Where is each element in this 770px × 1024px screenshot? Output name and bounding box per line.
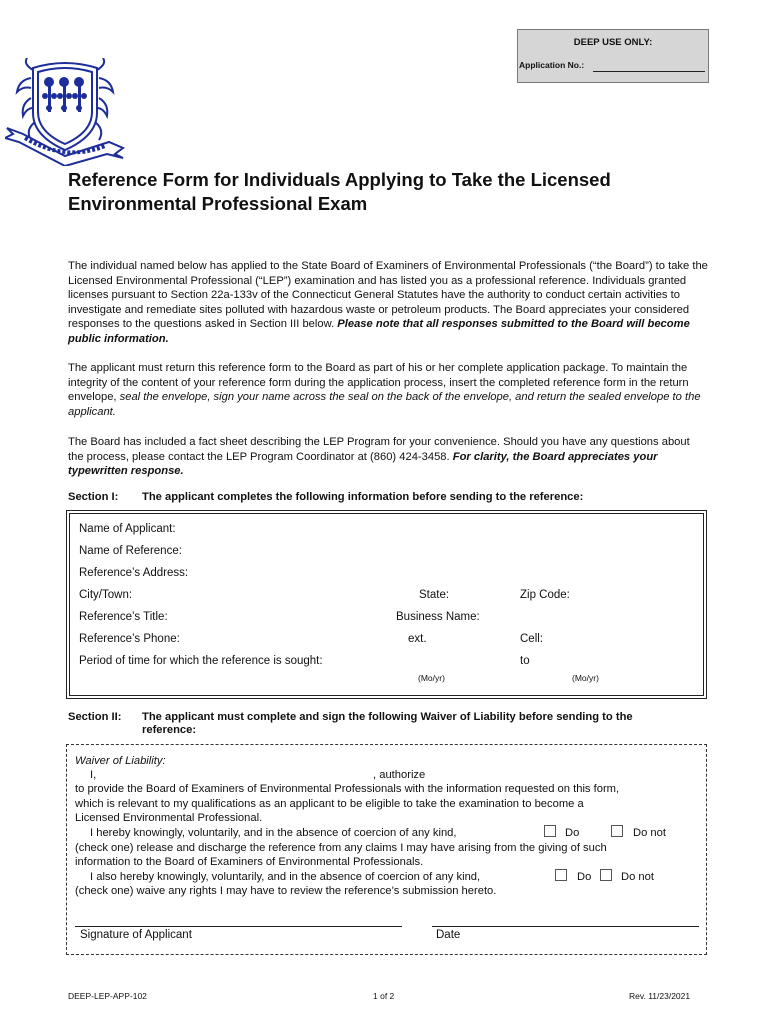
intro-paragraph-2-text: The applicant must return this reference form to the Board as part of his or her complete application package. To maintain the integrity of the content of your reference form during the application process, insert the completed reference form in the return envelope, (68, 362, 689, 404)
name-of-reference-field[interactable]: Name of Reference: (79, 545, 182, 557)
section-1-box (66, 510, 707, 699)
mo-yr-hint-start: (Mo/yr) (418, 673, 445, 683)
waiver-authorize-label: , authorize (373, 769, 426, 781)
waive-do-label: Do (577, 871, 592, 883)
section-1-heading (68, 490, 708, 505)
section-1-title: The applicant completes the following information before sending to the reference: (142, 491, 584, 503)
section-2-heading (68, 710, 708, 725)
release-do-label: Do (565, 827, 580, 839)
section-2-number: Section II: (68, 711, 122, 723)
release-do-not-label: Do not (633, 827, 666, 839)
reference-title-field[interactable]: Reference’s Title: (79, 611, 168, 623)
connecticut-seal-logo (5, 58, 125, 166)
waive-do-checkbox[interactable] (555, 869, 567, 881)
waive-line2: (check one) waive any rights I may have to review the reference’s submission hereto. (75, 885, 497, 897)
release-line1: I hereby knowingly, voluntarily, and in the absence of coercion of any kind, (90, 827, 457, 839)
form-title-line1: Reference Form for Individuals Applying to Take the Licensed (68, 169, 611, 190)
section-2-title-line2: reference: (142, 724, 197, 736)
typewritten-notice: For clarity, the Board appreciates your typewritten response. (68, 450, 658, 478)
city-town-field[interactable]: City/Town: (79, 589, 133, 601)
public-info-notice: Please note that all responses submitted to the Board will become public information. (68, 318, 690, 345)
application-number-field[interactable] (593, 71, 705, 72)
zip-code-field[interactable]: Zip Code: (520, 589, 570, 601)
mo-yr-hint-end: (Mo/yr) (572, 673, 599, 683)
release-do-not-checkbox[interactable] (611, 825, 623, 837)
release-do-checkbox[interactable] (544, 825, 556, 837)
period-end-field[interactable]: to (520, 655, 530, 667)
deep-use-only-box (517, 29, 709, 83)
reference-phone-field[interactable]: Reference’s Phone: (79, 633, 180, 645)
seal-envelope-instruction: seal the envelope, sign your name across the seal on the back of the envelope, and return the sealed envelope to the applicant. (68, 391, 701, 418)
section-1-inner-border (69, 513, 704, 696)
waiver-line4: Licensed Environmental Professional. (75, 812, 263, 824)
waiver-title: Waiver of Liability: (75, 755, 166, 767)
application-number-label: Application No.: (519, 60, 585, 70)
waive-do-not-checkbox[interactable] (600, 869, 612, 881)
release-line3: information to the Board of Examiners of Environmental Professionals. (75, 856, 424, 868)
waiver-line3: which is relevant to my qualifications as an applicant to be eligible to take the examination to become a (75, 798, 584, 810)
business-name-field[interactable]: Business Name: (396, 611, 480, 623)
reference-address-field[interactable]: Reference’s Address: (79, 567, 189, 579)
waive-do-not-label: Do not (621, 871, 654, 883)
intro-paragraph-3-text: The Board has included a fact sheet describing the LEP Program for your convenience. Should you have any questions about the process, please contact the LEP Program Coordinator at (860) 424-3458. (68, 436, 690, 463)
state-field[interactable]: State: (419, 589, 450, 601)
date-label: Date (436, 929, 461, 941)
waiver-i-label: I, (90, 769, 97, 781)
form-title (68, 168, 708, 216)
revision-date: Rev. 11/23/2021 (629, 991, 691, 1001)
release-line2: (check one) release and discharge the reference from any claims I may have arising from the giving of such (75, 842, 607, 854)
section-2-title-line1: The applicant must complete and sign the following Waiver of Liability before sending to the (142, 711, 633, 723)
deep-use-only-label: DEEP USE ONLY: (573, 37, 653, 48)
name-of-applicant-field[interactable]: Name of Applicant: (79, 523, 176, 535)
intro-paragraph-2 (68, 361, 708, 419)
applicant-name-input[interactable] (101, 779, 371, 780)
intro-paragraph-1-text: The individual named below has applied to the State Board of Examiners of Environmental Professionals (“the Board”) to take the Licensed Environmental Professional (“LEP”) examination and has listed you as a professional reference. Individuals granted licenses pursuant to Section 22a-133v of the Connecticut General Statutes have the authority to conduct certain activities to investigate and remediate sites polluted with hazardous waste or petroleum products. The Board appreciates your considered responses to the questions asked in Section III below. (68, 260, 708, 331)
date-line[interactable] (432, 926, 699, 927)
signature-label: Signature of Applicant (80, 929, 192, 941)
form-title-line2: Environmental Professional Exam (68, 193, 368, 214)
intro-paragraph-3 (68, 435, 708, 479)
period-start-field[interactable]: Period of time for which the reference is sought: (79, 655, 323, 667)
waive-line1: I also hereby knowingly, voluntarily, and in the absence of coercion of any kind, (90, 871, 481, 883)
signature-line[interactable] (75, 926, 402, 927)
waiver-line2: to provide the Board of Examiners of Environmental Professionals with the information requested on this form, (75, 783, 620, 795)
page-number: 1 of 2 (373, 991, 395, 1001)
cell-field[interactable]: Cell: (520, 633, 544, 645)
phone-ext-field[interactable]: ext. (408, 633, 427, 645)
section-1-number: Section I: (68, 491, 119, 503)
intro-paragraph-1 (68, 259, 708, 347)
form-id: DEEP-LEP-APP-102 (68, 991, 147, 1001)
